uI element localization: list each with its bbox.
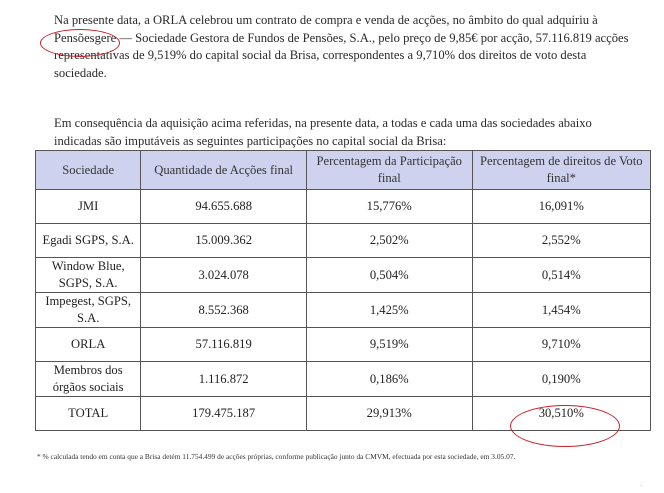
cell-sociedade: ORLA [36, 328, 141, 362]
paragraph-acquisition [54, 12, 634, 82]
cell-sociedade: Window Blue, SGPS, S.A. [36, 258, 141, 293]
cell-voto: 2,552% [472, 224, 650, 258]
table-row [36, 224, 651, 258]
cell-quantidade: 3.024.078 [141, 258, 307, 293]
header-participacao: Percentagem da Participação final [306, 151, 472, 190]
cell-participacao: 15,776% [306, 190, 472, 224]
total-quantidade: 179.475.187 [141, 397, 307, 431]
header-quantidade: Quantidade de Acções final [141, 151, 307, 190]
cell-quantidade: 8.552.368 [141, 293, 307, 328]
cell-sociedade: Egadi SGPS, S.A. [36, 224, 141, 258]
table-row [36, 190, 651, 224]
table-header-row [36, 151, 651, 190]
cell-participacao: 0,504% [306, 258, 472, 293]
header-sociedade: Sociedade [36, 151, 141, 190]
table-total-row [36, 397, 651, 431]
cell-voto: 0,514% [472, 258, 650, 293]
total-label: TOTAL [36, 397, 141, 431]
cell-voto: 9,710% [472, 328, 650, 362]
table-row [36, 293, 651, 328]
footnote: * % calculada tendo em conta que a Brisa detém 11.754.499 de acções próprias, conforme publicação junto da CMVM, efectuada por esta sociedade, em 3.05.07. [37, 452, 516, 461]
cell-voto: 1,454% [472, 293, 650, 328]
highlighted-company-name: Pensõesgere [54, 30, 117, 45]
cell-quantidade: 94.655.688 [141, 190, 307, 224]
cell-participacao: 0,186% [306, 362, 472, 397]
cell-quantidade: 1.116.872 [141, 362, 307, 397]
table-row [36, 362, 651, 397]
corner-mark: · [640, 482, 643, 490]
cell-participacao: 2,502% [306, 224, 472, 258]
cell-quantidade: 15.009.362 [141, 224, 307, 258]
cell-participacao: 9,519% [306, 328, 472, 362]
cell-voto: 0,190% [472, 362, 650, 397]
table-row [36, 258, 651, 293]
total-voto: 30,510% [472, 397, 650, 431]
cell-sociedade: JMI [36, 190, 141, 224]
cell-participacao: 1,425% [306, 293, 472, 328]
cell-sociedade: Membros dos órgãos sociais [36, 362, 141, 397]
paragraph-line-2: — Sociedade Gestora de Fundos de Pensões, S.A., pelo preço de 9,85€ por acção, 57.116.819 acções representativas de 9,519% do capital social da Brisa, correspondentes a 9,710% dos direitos de voto desta sociedade. [54, 30, 629, 80]
total-participacao: 29,913% [306, 397, 472, 431]
participations-table [35, 150, 651, 431]
cell-sociedade: Impegest, SGPS, S.A. [36, 293, 141, 328]
cell-quantidade: 57.116.819 [141, 328, 307, 362]
paragraph-line-1: Na presente data, a ORLA celebrou um contrato de compra e venda de acções, no âmbito do qual adquiriu à [54, 13, 598, 27]
table-row [36, 328, 651, 362]
paragraph-consequence: Em consequência da aquisição acima referidas, na presente data, a todas e cada uma das sociedades abaixo indicadas são imputáveis as seguintes participações no capital social da Brisa: [54, 116, 592, 148]
cell-voto: 16,091% [472, 190, 650, 224]
header-direitos-voto: Percentagem de direitos de Voto final* [472, 151, 650, 190]
